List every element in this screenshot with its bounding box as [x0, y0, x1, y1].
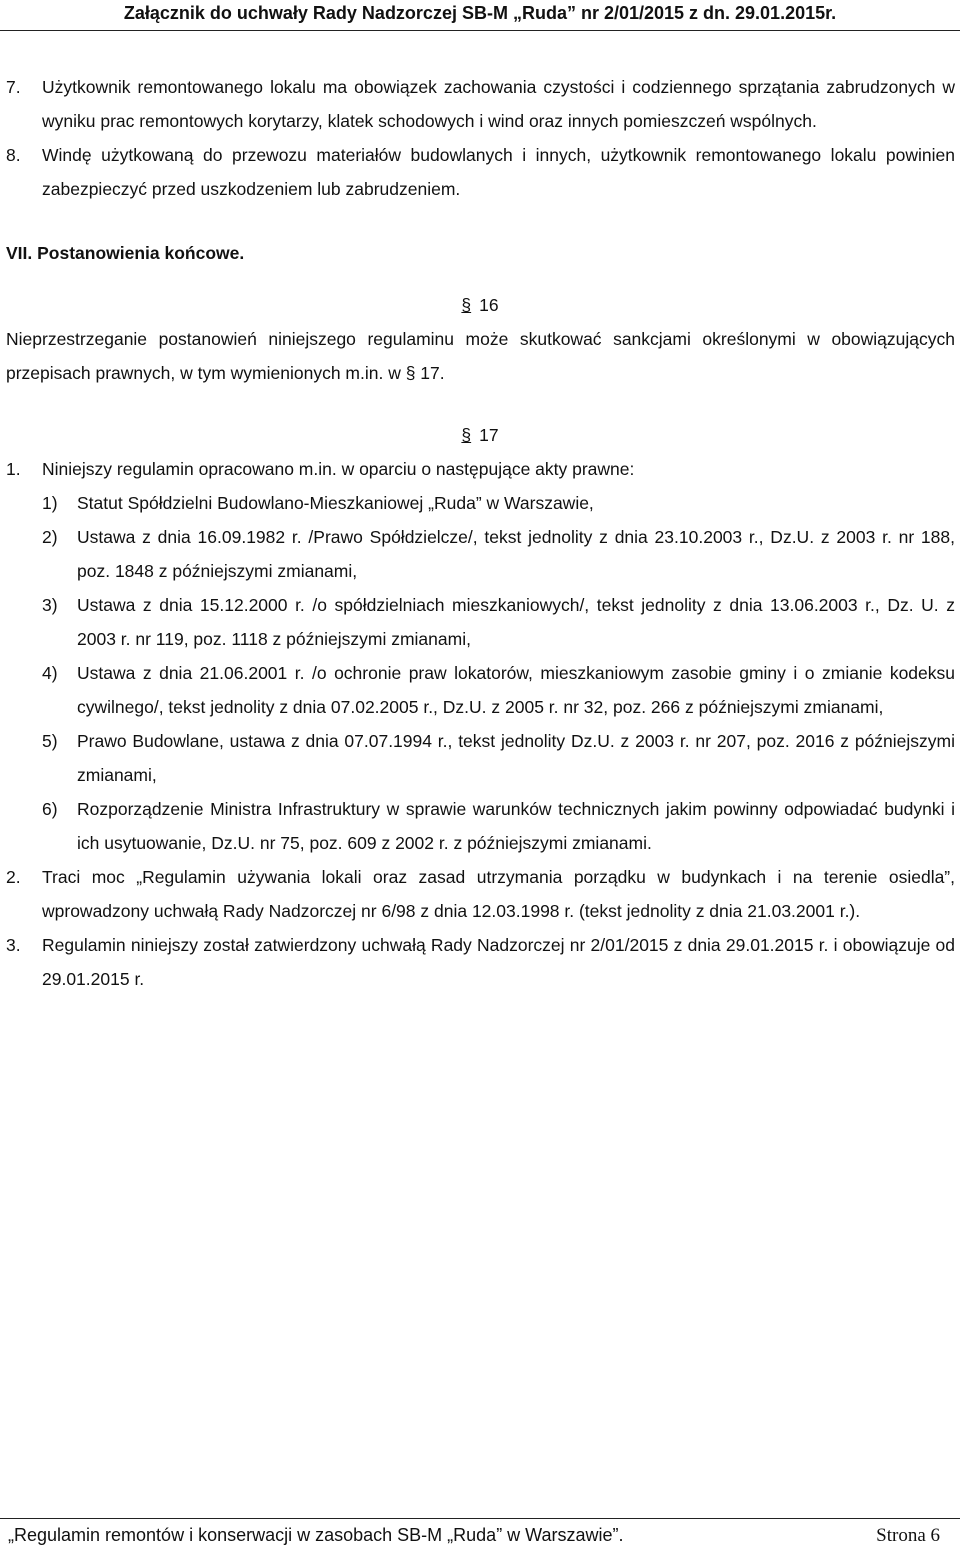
footer-title: „Regulamin remontów i konserwacji w zasobach SB-M „Ruda” w Warszawie”. — [8, 1525, 624, 1545]
act-text: Ustawa z dnia 21.06.2001 r. /o ochronie praw lokatorów, mieszkaniowym zasobie gminy i o zmianie kodeksu cywilnego/, tekst jednolity z dnia 07.02.2005 r., Dz.U. z 2005 r. nr 32, poz. 266 z późniejszymi zmianami, — [77, 663, 955, 717]
page-number: Strona 6 — [876, 1525, 940, 1546]
item-number: 2. — [6, 867, 21, 887]
legal-act-item — [0, 520, 960, 588]
item-text: Traci moc „Regulamin używania lokali oraz zasad utrzymania porządku w budynkach i na terenie osiedla”, wprowadzony uchwałą Rady Nadzorczej nr 6/98 z dnia 12.03.1998 r. (tekst jednolity z dnia 21.03.2001 r.). — [42, 867, 955, 921]
act-number: 3) — [42, 595, 58, 615]
paragraph-number: 17 — [479, 425, 499, 445]
list-item — [0, 928, 960, 996]
item-text: Regulamin niniejszy został zatwierdzony uchwałą Rady Nadzorczej nr 2/01/2015 z dnia 29.01.2015 r. i obowiązuje od 29.01.2015 r. — [42, 935, 955, 989]
paragraph-16-heading — [0, 288, 960, 322]
paragraph-number: 16 — [479, 295, 499, 315]
item-number: 8. — [6, 145, 21, 165]
section-title: VII. Postanowienia końcowe. — [6, 243, 245, 263]
act-number: 2) — [42, 527, 58, 547]
list-item — [0, 138, 960, 206]
paragraph-17-heading — [0, 418, 960, 452]
header-title: Załącznik do uchwały Rady Nadzorczej SB-M „Ruda” nr 2/01/2015 z dn. 29.01.2015r. — [123, 3, 837, 23]
legal-act-item — [0, 656, 960, 724]
list-item — [0, 452, 960, 486]
act-number: 1) — [42, 493, 58, 513]
act-number: 5) — [42, 731, 58, 751]
page-footer — [0, 1518, 960, 1559]
item-text: Niniejszy regulamin opracowano m.in. w oparciu o następujące akty prawne: — [42, 459, 635, 479]
document-body — [0, 70, 960, 996]
item-number: 7. — [6, 77, 21, 97]
act-text: Prawo Budowlane, ustawa z dnia 07.07.1994 r., tekst jednolity Dz.U. z 2003 r. nr 207, poz. 2016 z późniejszymi zmianami, — [77, 731, 955, 785]
list-item — [0, 860, 960, 928]
act-text: Rozporządzenie Ministra Infrastruktury w sprawie warunków technicznych jakim powinny odpowiadać budynki i ich usytuowanie, Dz.U. nr 75, poz. 609 z 2002 r. z późniejszymi zmianami. — [77, 799, 955, 853]
act-number: 4) — [42, 663, 58, 683]
legal-act-item — [0, 486, 960, 520]
act-text: Ustawa z dnia 16.09.1982 r. /Prawo Spółdzielcze/, tekst jednolity z dnia 23.10.2003 r., Dz.U. z 2003 r. nr 188, poz. 1848 z późniejszymi zmianami, — [77, 527, 955, 581]
act-text: Statut Spółdzielni Budowlano-Mieszkaniowej „Ruda” w Warszawie, — [77, 493, 594, 513]
item-number: 3. — [6, 935, 21, 955]
legal-act-item — [0, 724, 960, 792]
paragraph-16-text: Nieprzestrzeganie postanowień niniejszego regulaminu może skutkować sankcjami określonymi w obowiązujących przepisach prawnych, w tym wymienionych m.in. w § 17. — [6, 329, 955, 383]
legal-act-item — [0, 588, 960, 656]
act-number: 6) — [42, 799, 58, 819]
section-sign: § — [461, 295, 472, 315]
list-item — [0, 70, 960, 138]
section-sign: § — [461, 425, 472, 445]
item-number: 1. — [6, 459, 21, 479]
item-text: Użytkownik remontowanego lokalu ma obowiązek zachowania czystości i codziennego sprzątania zabrudzonych w wyniku prac remontowych korytarzy, klatek schodowych i wind oraz innych pomieszczeń wspólnych. — [42, 77, 955, 131]
page-header — [0, 0, 960, 31]
item-text: Windę użytkowaną do przewozu materiałów budowlanych i innych, użytkownik remontowanego lokalu powinien zabezpieczyć przed uszkodzeniem lub zabrudzeniem. — [42, 145, 955, 199]
legal-act-item — [0, 792, 960, 860]
act-text: Ustawa z dnia 15.12.2000 r. /o spółdzielniach mieszkaniowych/, tekst jednolity z dnia 13.06.2003 r., Dz. U. z 2003 r. nr 119, poz. 1118 z późniejszymi zmianami, — [77, 595, 955, 649]
